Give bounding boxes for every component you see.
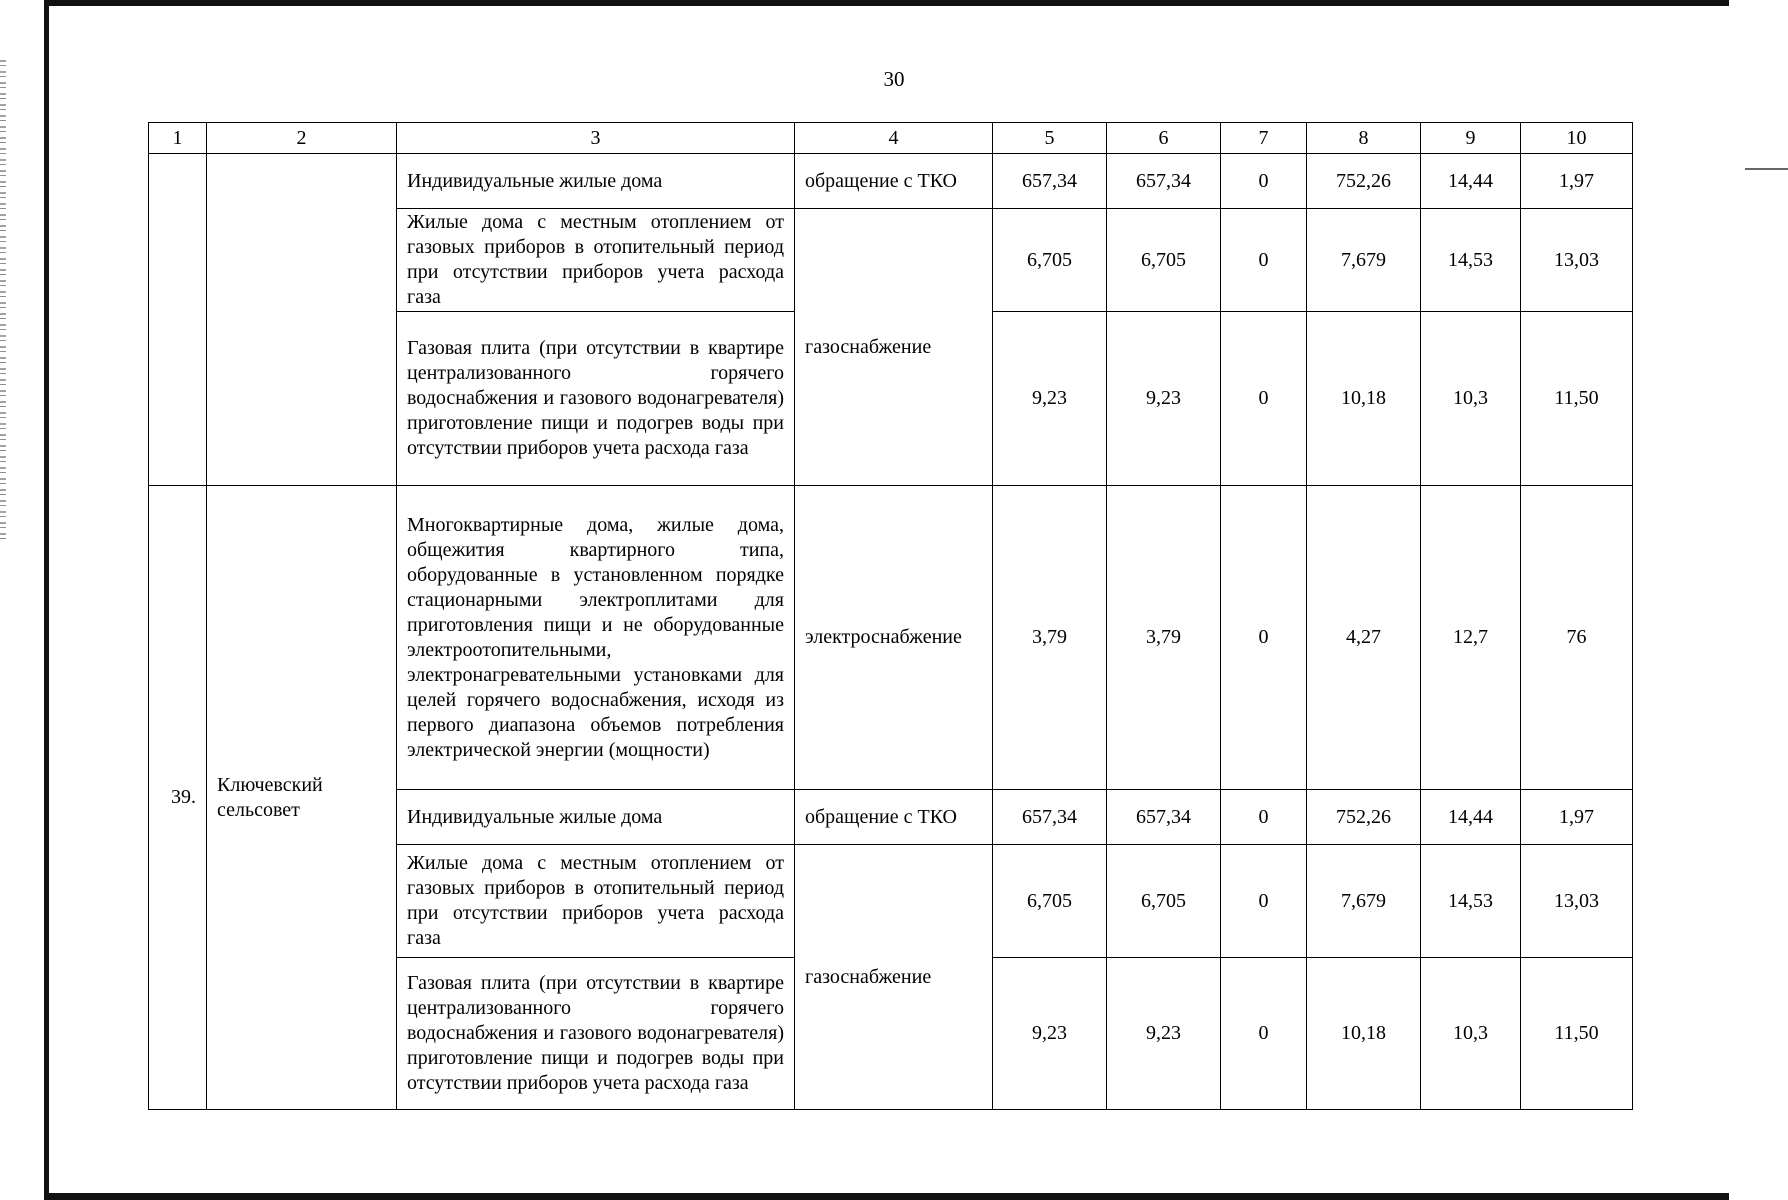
municipality-cell: Ключевский сельсовет: [207, 486, 397, 1110]
header-cell: 5: [993, 123, 1107, 154]
consumer-category: Индивидуальные жилые дома: [397, 790, 795, 845]
header-cell: 2: [207, 123, 397, 154]
value-cell: 1,97: [1521, 154, 1633, 209]
value-cell: 657,34: [993, 154, 1107, 209]
value-cell: 4,27: [1307, 486, 1421, 790]
value-cell: 10,18: [1307, 312, 1421, 486]
service-type: обращение с ТКО: [795, 154, 993, 209]
value-cell: 14,44: [1421, 790, 1521, 845]
consumer-category: Газовая плита (при отсутствии в квартире централизованного горячего водоснабжения и газового водонагревателя) приготовление пищи и подогрев воды при отсутствии приборов учета расхода газа: [397, 958, 795, 1110]
value-cell: 0: [1221, 486, 1307, 790]
value-cell: 11,50: [1521, 958, 1633, 1110]
header-cell: 4: [795, 123, 993, 154]
page-number: 30: [883, 67, 905, 91]
value-cell: 0: [1221, 958, 1307, 1110]
value-cell: 0: [1221, 790, 1307, 845]
value-cell: 657,34: [1107, 154, 1221, 209]
value-cell: 0: [1221, 845, 1307, 958]
value-cell: 657,34: [1107, 790, 1221, 845]
row-number-cell: 39.: [149, 486, 207, 1110]
value-cell: 11,50: [1521, 312, 1633, 486]
value-cell: 6,705: [1107, 845, 1221, 958]
value-cell: 10,3: [1421, 312, 1521, 486]
value-cell: 9,23: [1107, 312, 1221, 486]
table-row: [149, 486, 1633, 790]
value-cell: 657,34: [993, 790, 1107, 845]
table-row: [149, 154, 1633, 209]
scan-edge-noise: [0, 60, 6, 540]
header-cell: 9: [1421, 123, 1521, 154]
row-number-cell: [149, 154, 207, 486]
value-cell: 0: [1221, 312, 1307, 486]
service-type: газоснабжение: [795, 845, 993, 1110]
consumer-category: Индивидуальные жилые дома: [397, 154, 795, 209]
scan-mark: [1745, 168, 1788, 170]
value-cell: 7,679: [1307, 845, 1421, 958]
header-cell: 6: [1107, 123, 1221, 154]
value-cell: 3,79: [1107, 486, 1221, 790]
value-cell: 9,23: [993, 312, 1107, 486]
value-cell: 14,53: [1421, 845, 1521, 958]
value-cell: 0: [1221, 209, 1307, 312]
scan-border-bottom: [44, 1193, 1729, 1200]
consumer-category: Газовая плита (при отсутствии в квартире централизованного горячего водоснабжения и газового водонагревателя) приготовление пищи и подогрев воды при отсутствии приборов учета расхода газа: [397, 312, 795, 486]
header-cell: 8: [1307, 123, 1421, 154]
value-cell: 12,7: [1421, 486, 1521, 790]
service-type: обращение с ТКО: [795, 790, 993, 845]
value-cell: 3,79: [993, 486, 1107, 790]
value-cell: 6,705: [993, 845, 1107, 958]
value-cell: 13,03: [1521, 845, 1633, 958]
value-cell: 0: [1221, 154, 1307, 209]
consumer-category: Многоквартирные дома, жилые дома, общежития квартирного типа, оборудованные в установленном порядке стационарными электроплитами для приготовления пищи и не оборудованные электроотопительными, электронагревательными установками для целей горячего водоснабжения, исходя из первого диапазона объемов потребления электрической энергии (мощности): [397, 486, 795, 790]
value-cell: 76: [1521, 486, 1633, 790]
scan-border-left: [44, 0, 49, 1200]
service-type: электроснабжение: [795, 486, 993, 790]
value-cell: 9,23: [993, 958, 1107, 1110]
header-cell: 1: [149, 123, 207, 154]
value-cell: 6,705: [1107, 209, 1221, 312]
consumer-category: Жилые дома с местным отоплением от газовых приборов в отопительный период при отсутствии приборов учета расхода газа: [397, 845, 795, 958]
header-cell: 10: [1521, 123, 1633, 154]
header-cell: 7: [1221, 123, 1307, 154]
municipality-cell: [207, 154, 397, 486]
value-cell: 10,18: [1307, 958, 1421, 1110]
value-cell: 752,26: [1307, 154, 1421, 209]
value-cell: 9,23: [1107, 958, 1221, 1110]
consumer-category: Жилые дома с местным отоплением от газовых приборов в отопительный период при отсутствии приборов учета расхода газа: [397, 209, 795, 312]
header-row: [149, 123, 1633, 154]
value-cell: 10,3: [1421, 958, 1521, 1110]
value-cell: 7,679: [1307, 209, 1421, 312]
value-cell: 6,705: [993, 209, 1107, 312]
value-cell: 13,03: [1521, 209, 1633, 312]
value-cell: 14,44: [1421, 154, 1521, 209]
scan-border-top: [44, 0, 1729, 6]
value-cell: 752,26: [1307, 790, 1421, 845]
value-cell: 14,53: [1421, 209, 1521, 312]
header-cell: 3: [397, 123, 795, 154]
value-cell: 1,97: [1521, 790, 1633, 845]
service-type: газоснабжение: [795, 209, 993, 486]
tariff-table: [148, 122, 1633, 1110]
